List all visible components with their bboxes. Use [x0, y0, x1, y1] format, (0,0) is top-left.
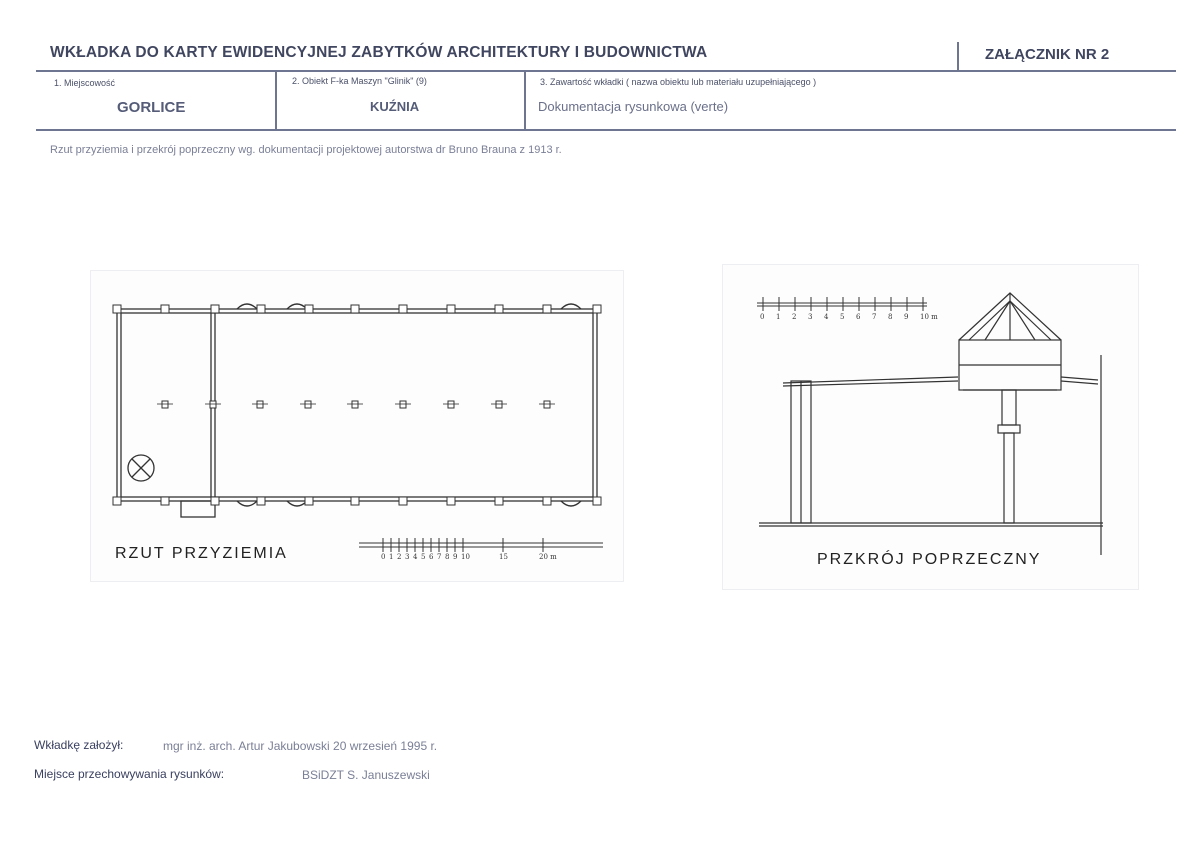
object-label: 2. Obiekt F-ka Maszyn "Glinik" (9): [292, 76, 427, 86]
drawing-note: Rzut przyziemia i przekrój poprzeczny wg. dokumentacji projektowej autorstwa dr Bruno Brauna z 1913 r.: [50, 144, 562, 156]
storage-value: BSiDZT S. Januszewski: [302, 768, 430, 782]
author-value: mgr inż. arch. Artur Jakubowski 20 wrzesień 1995 r.: [163, 739, 438, 753]
plan-scale-label: 9: [453, 553, 458, 561]
header-rule: [36, 70, 1176, 72]
plan-caption: RZUT PRZYZIEMIA: [115, 545, 288, 562]
section-scale-label: 5: [840, 313, 845, 321]
header-divider: [957, 42, 959, 72]
section-scale-label: 6: [856, 313, 861, 321]
object-value: KUŹNIA: [370, 99, 420, 114]
field-divider-2: [524, 72, 526, 130]
annex-number: ZAŁĄCZNIK NR 2: [985, 46, 1110, 63]
section-scale-label: 10 m: [920, 313, 938, 321]
locality-value: GORLICE: [117, 99, 186, 116]
section-scale-label: 3: [808, 313, 813, 321]
locality-label: 1. Miejscowość: [54, 78, 116, 88]
form-title: WKŁADKA DO KARTY EWIDENCYJNEJ ZABYTKÓW ARCHITEKTURY I BUDOWNICTWA: [50, 44, 708, 61]
contents-value: Dokumentacja rysunkowa (verte): [538, 99, 729, 114]
section-scale-label: 8: [888, 313, 893, 321]
cross-section-drawing: [722, 264, 1139, 590]
field-divider-1: [275, 72, 277, 130]
plan-scale-label: 1: [389, 553, 394, 561]
fields-rule: [36, 129, 1176, 131]
floor-plan-svg: [91, 271, 623, 581]
plan-scale-label: 5: [421, 553, 426, 561]
section-scale-label: 0: [760, 313, 765, 321]
plan-scale-label: 7: [437, 553, 442, 561]
storage-label: Miejsce przechowywania rysunków:: [34, 767, 225, 781]
section-scale-label: 4: [824, 313, 829, 321]
plan-scale-label: 10: [461, 553, 470, 561]
section-caption: PRZKRÓJ POPRZECZNY: [817, 551, 1042, 568]
author-label: Wkładkę założył:: [34, 738, 124, 752]
plan-scale-label: 6: [429, 553, 434, 561]
plan-scale-label: 2: [397, 553, 402, 561]
section-scale-label: 7: [872, 313, 877, 321]
section-scale-label: 1: [776, 313, 781, 321]
plan-scale-label: 0: [381, 553, 386, 561]
contents-label: 3. Zawartość wkładki ( nazwa obiektu lub materiału uzupełniającego ): [540, 77, 817, 87]
plan-scale-label: 15: [499, 553, 508, 561]
section-scale-label: 2: [792, 313, 797, 321]
plan-scale-label: 8: [445, 553, 450, 561]
floor-plan-drawing: [90, 270, 624, 582]
section-scale-label: 9: [904, 313, 909, 321]
plan-scale-label: 4: [413, 553, 418, 561]
plan-scale-label: 3: [405, 553, 410, 561]
plan-scale-label: 20 m: [539, 553, 557, 561]
